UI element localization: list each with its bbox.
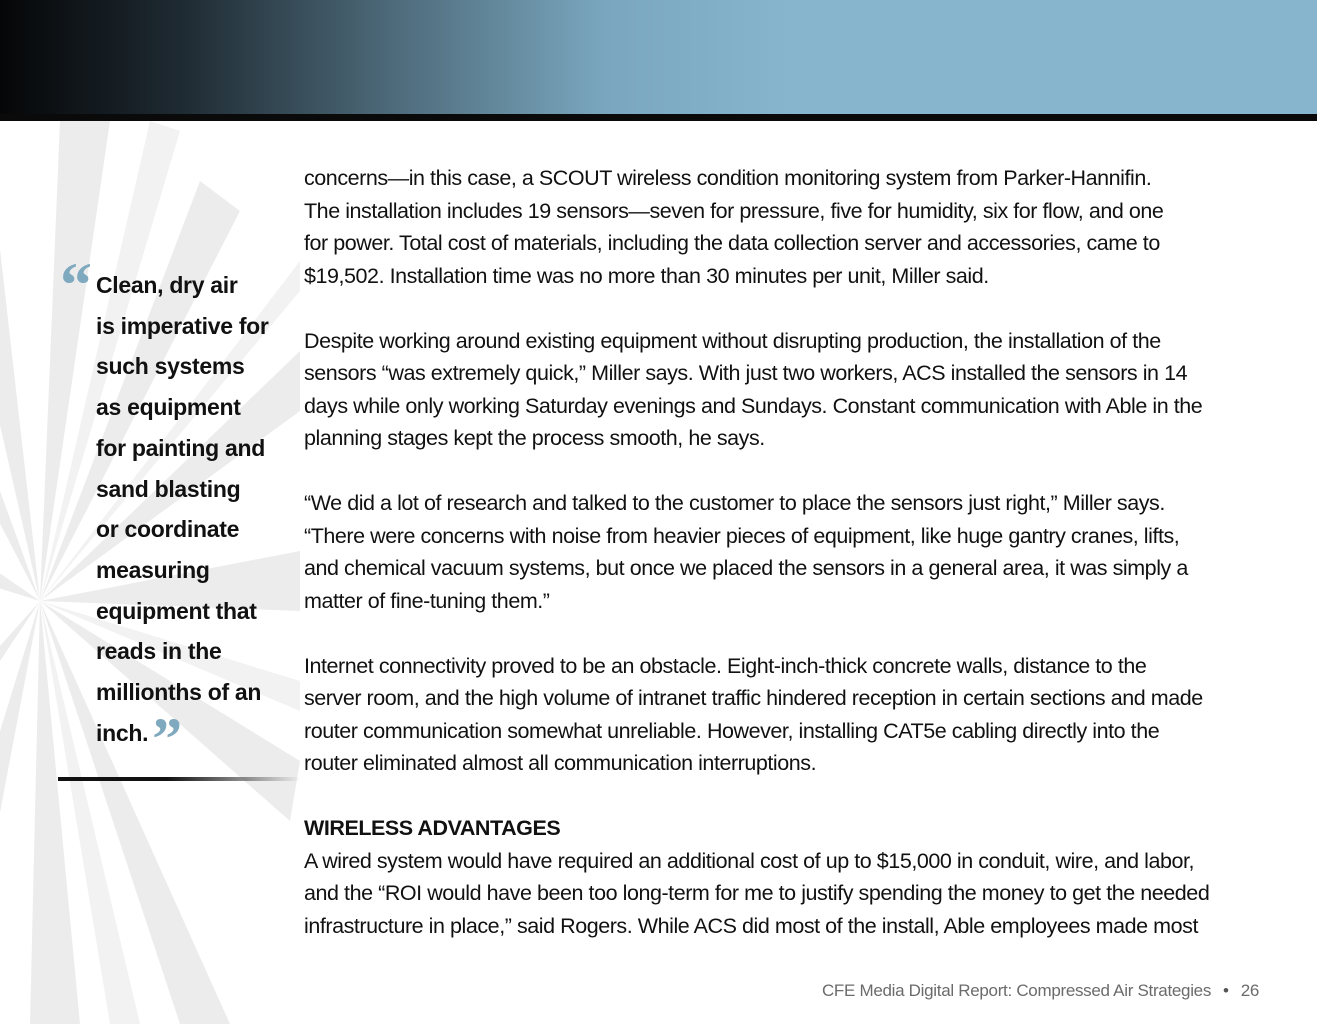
pull-quote <box>58 249 290 772</box>
header-divider-rule <box>0 114 1317 121</box>
pull-quote-underline <box>58 777 300 781</box>
article-line: The installation includes 19 sensors—seven for pressure, five for humidity, six for flow, and one <box>304 198 1164 223</box>
article-line: Internet connectivity proved to be an obstacle. Eight-inch-thick concrete walls, distance to the <box>304 653 1147 678</box>
article-line: infrastructure in place,” said Rogers. While ACS did most of the install, Able employees made most <box>304 913 1198 938</box>
page-footer <box>822 979 1259 1003</box>
page-number: 26 <box>1240 981 1259 1000</box>
article-line: concerns—in this case, a SCOUT wireless condition monitoring system from Parker-Hannifin. <box>304 166 1152 190</box>
pull-quote-line: or coordinate <box>96 516 240 543</box>
article-line: router communication somewhat unreliable. However, installing CAT5e cabling directly into the <box>304 718 1160 743</box>
article-line: and chemical vacuum systems, but once we placed the sensors in a general area, it was simply a <box>304 556 1188 580</box>
pull-quote-line: reads in the <box>96 638 222 665</box>
pull-quote-line: inch. <box>96 719 149 746</box>
paragraph-gap <box>304 617 1294 650</box>
header-gradient-band <box>0 0 1317 114</box>
section-heading: WIRELESS ADVANTAGES <box>304 816 561 840</box>
pull-quote-line: is imperative for <box>96 312 269 339</box>
article-line: A wired system would have required an additional cost of up to $15,000 in conduit, wire, and labor, <box>304 848 1195 873</box>
pull-quote-line: measuring <box>96 556 210 583</box>
article-line: server room, and the high volume of intranet traffic hindered reception in certain sections and made <box>304 686 1203 710</box>
article-line: Despite working around existing equipment without disrupting production, the installation of the <box>304 328 1161 353</box>
pull-quote-line: sand blasting <box>96 475 241 502</box>
pull-quote-line: as equipment <box>96 394 241 421</box>
pull-quote-line: such systems <box>96 353 245 380</box>
article-line: sensors “was extremely quick,” Miller says. With just two workers, ACS installed the sensors in 14 <box>304 361 1188 385</box>
open-quote-mark: “ <box>60 249 92 320</box>
article-line: planning stages kept the process smooth, he says. <box>304 426 765 450</box>
paragraph-gap <box>304 780 1294 813</box>
article-line: “There were concerns with noise from heavier pieces of equipment, like huge gantry cranes, lifts, <box>304 523 1180 548</box>
close-quote-mark: ” <box>152 705 182 772</box>
publication-title: CFE Media Digital Report: Compressed Air Strategies <box>821 981 1212 1000</box>
pull-quote-line: millionths of an <box>96 679 262 706</box>
article-line: matter of fine-tuning them.” <box>304 588 550 613</box>
article-line: router eliminated almost all communication interruptions. <box>304 751 817 775</box>
article-line: $19,502. Installation time was no more than 30 minutes per unit, Miller said. <box>304 263 989 288</box>
article-line: for power. Total cost of materials, including the data collection server and accessories, came to <box>304 231 1160 255</box>
article-line: and the “ROI would have been too long-term for me to justify spending the money to get the needed <box>304 881 1210 905</box>
article-body <box>304 162 1294 942</box>
pull-quote-line: for painting and <box>96 434 265 461</box>
pull-quote-text <box>58 265 290 772</box>
article-line: days while only working Saturday evenings and Sundays. Constant communication with Able in the <box>304 393 1203 418</box>
article-line: “We did a lot of research and talked to the customer to place the sensors just right,” Miller says. <box>304 491 1165 515</box>
pull-quote-line: Clean, dry air <box>96 272 238 298</box>
pull-quote-line: equipment that <box>96 597 257 624</box>
paragraph-gap <box>304 292 1294 325</box>
paragraph-gap <box>304 455 1294 488</box>
footer-bullet: • <box>1223 981 1229 1000</box>
